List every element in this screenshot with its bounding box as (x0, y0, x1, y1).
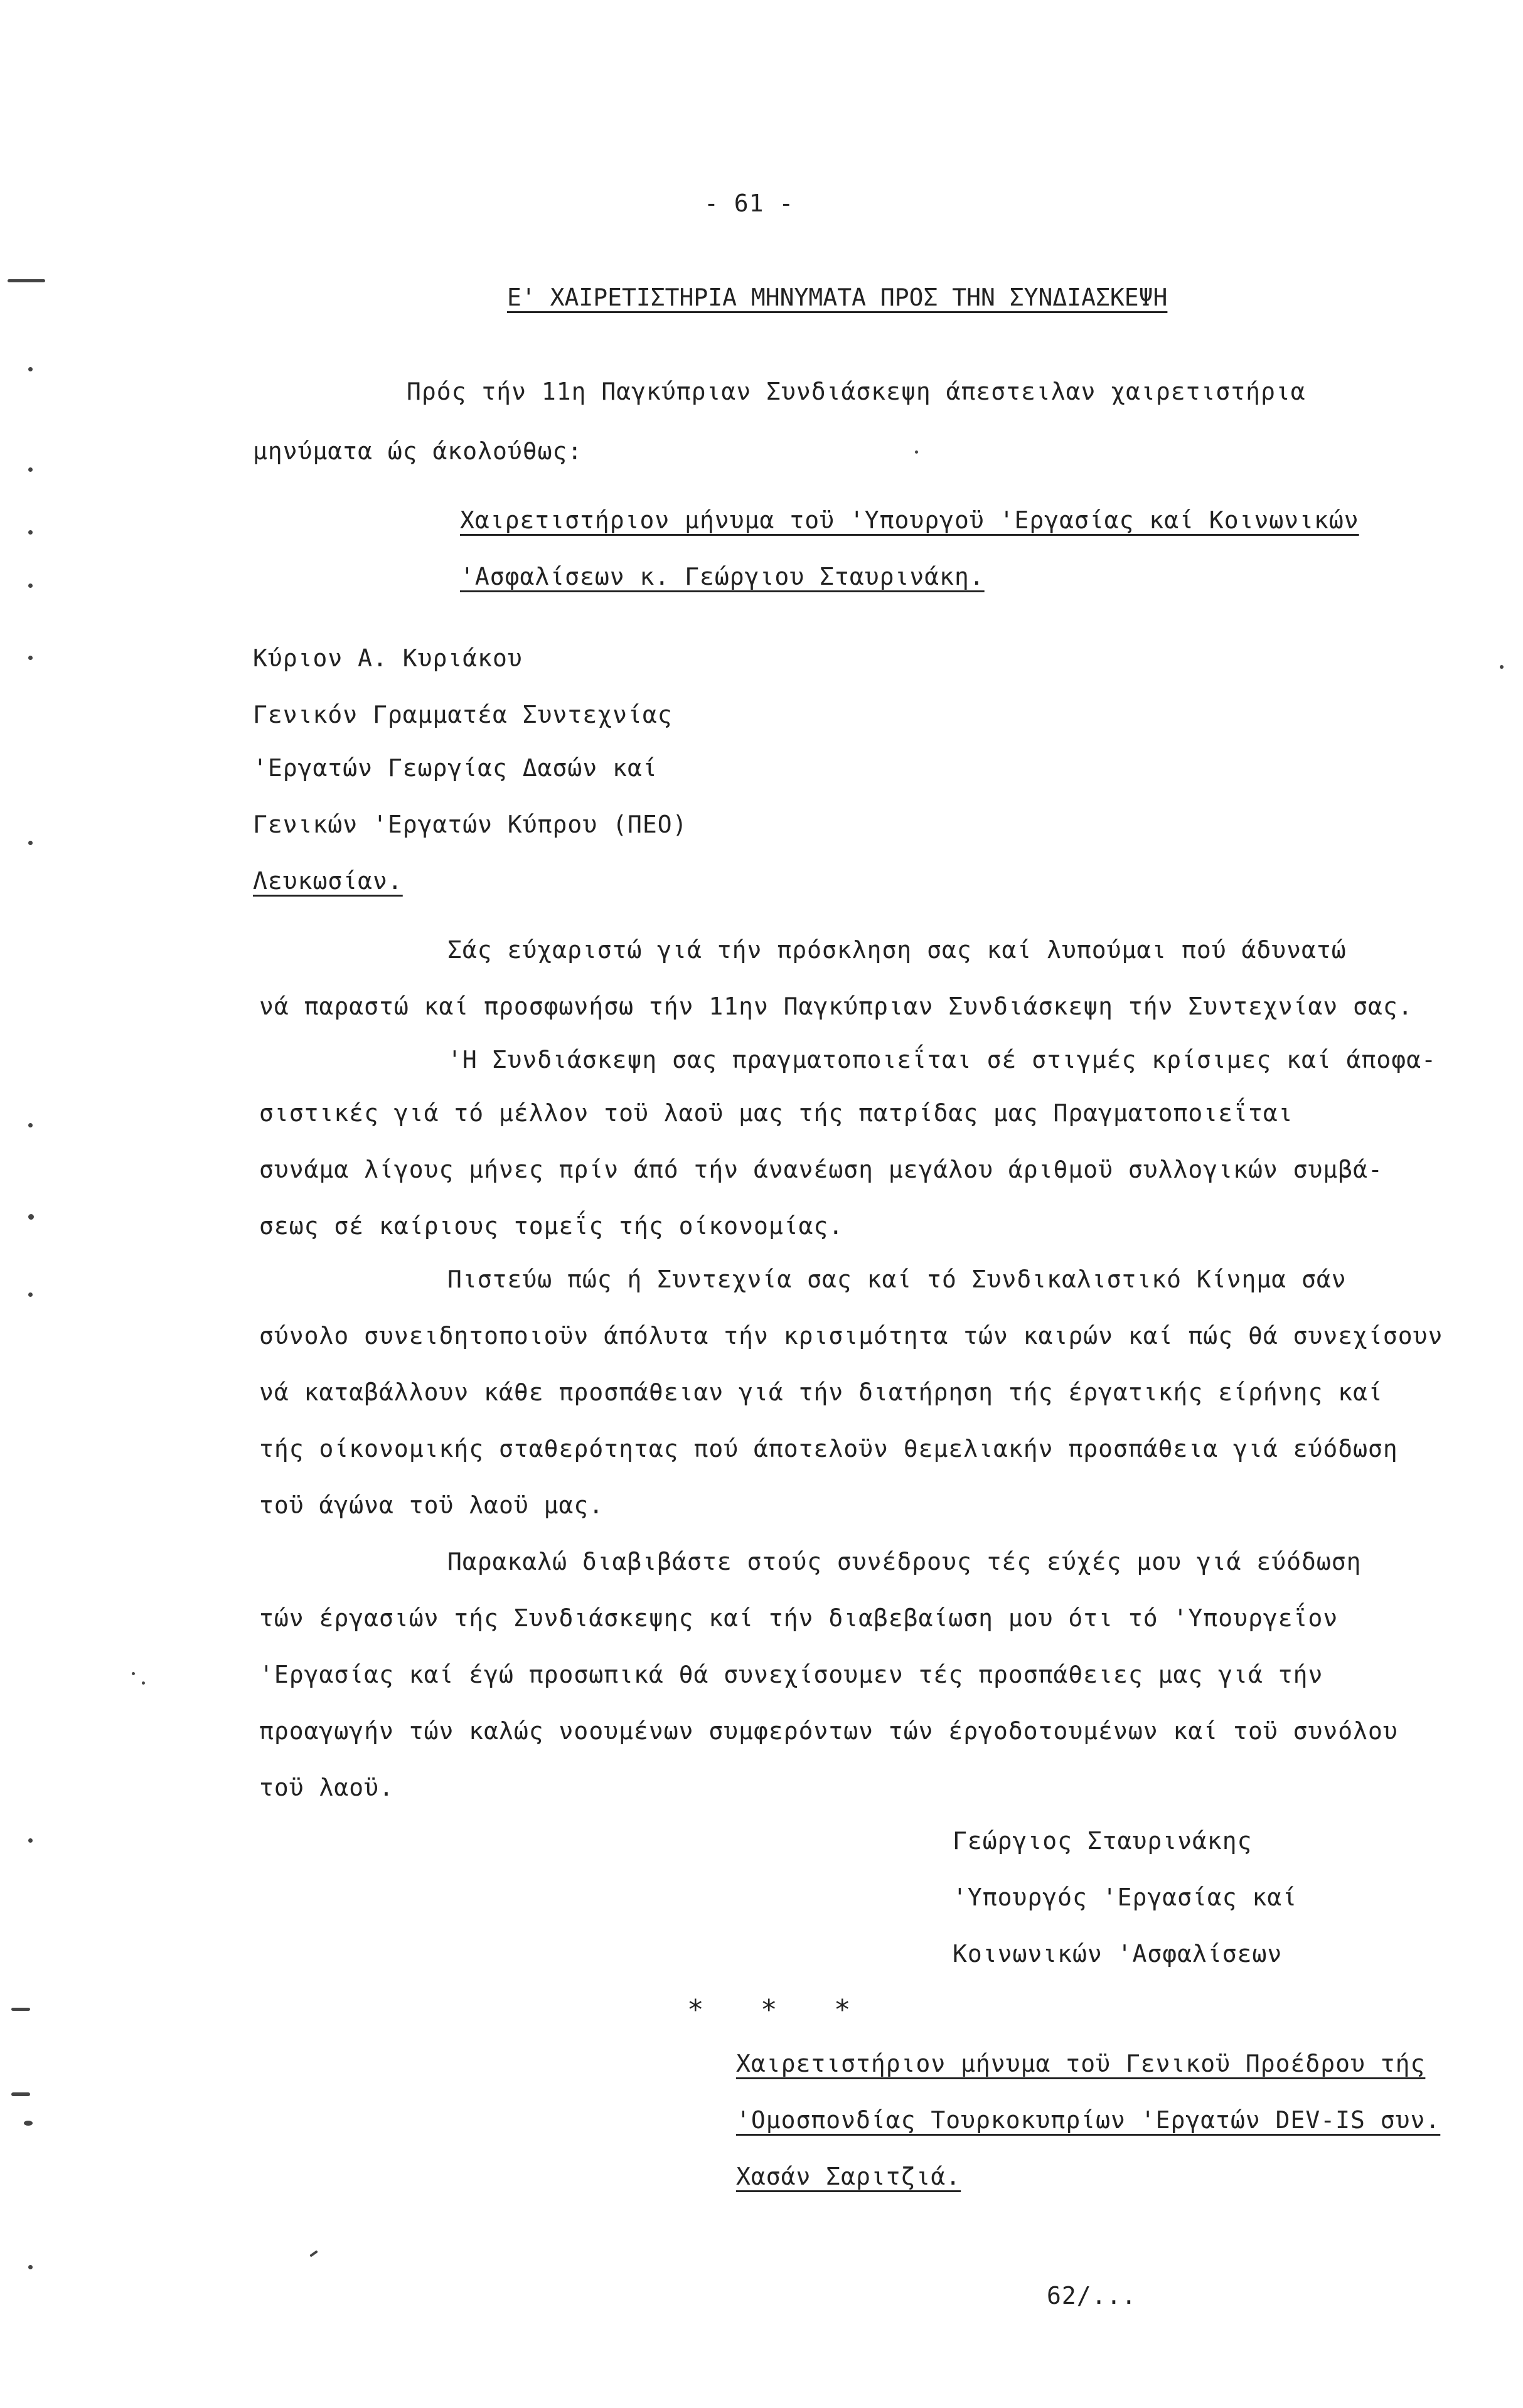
address-line: 'Εργατών Γεωργίας Δασών καί (253, 754, 658, 782)
scan-speck (28, 467, 33, 472)
body-line: συνάμα λίγους μήνες πρίν άπό τήν άνανέωση μεγάλου άριθμοϋ συλλογικών συμβά- (259, 1156, 1383, 1183)
scan-speck (28, 1123, 33, 1127)
scan-speck (132, 1672, 135, 1675)
body-line: τοϋ άγώνα τοϋ λαοϋ μας. (259, 1491, 604, 1519)
message-title-line: Χαιρετιστήριον μήνυμα τοϋ 'Υπουργοϋ 'Εργασίας καί Κοινωνικών (460, 506, 1359, 534)
body-line: τών έργασιών τής Συνδιάσκεψης καί τήν διαβεβαίωση μου ότι τό 'Υπουργεΐον (259, 1604, 1339, 1632)
body-line: Πιστεύω πώς ή Συντεχνία σας καί τό Συνδικαλιστικό Κίνημα σάν (447, 1265, 1347, 1293)
scan-speck (142, 1681, 145, 1685)
continuation-marker: 62/... (1047, 2282, 1137, 2309)
page-number: - 61 - (704, 189, 794, 217)
signature-title: 'Υπουργός 'Εργασίας καί (953, 1883, 1298, 1911)
body-line: Παρακαλώ διαβιβάστε στούς συνέδρους τές εύχές μου γιά εύόδωση (447, 1548, 1362, 1575)
body-line: 'Η Συνδιάσκεψη σας πραγματοποιεΐται σέ στιγμές κρίσιμες καί άποφα- (447, 1046, 1436, 1073)
scan-speck (28, 656, 33, 660)
scan-speck (11, 2092, 30, 2096)
address-line: Γενικών 'Εργατών Κύπρου (ΠΕΟ) (253, 811, 688, 838)
body-line: νά καταβάλλουν κάθε προσπάθειαν γιά τήν διατήρηση τής έργατικής είρήνης καί (259, 1378, 1383, 1406)
address-line: Γενικόν Γραμματέα Συντεχνίας (253, 701, 673, 728)
address-city: Λευκωσίαν. (253, 867, 403, 895)
scan-speck (915, 450, 918, 454)
intro-line: Πρός τήν 11η Παγκύπριαν Συνδιάσκεψη άπεστειλαν χαιρετιστήρια (407, 378, 1306, 405)
body-line: σύνολο συνειδητοποιοϋν άπόλυτα τήν κρισιμότητα τών καιρών καί πώς θά συνεχίσουν (259, 1322, 1443, 1350)
message-title-line: 'Ομοσπονδίας Τουρκοκυπρίων 'Εργατών DEV-IS συν. (736, 2106, 1441, 2134)
body-line: σιστικές γιά τό μέλλον τοϋ λαοϋ μας τής πατρίδας μας Πραγματοποιεΐται (259, 1099, 1293, 1127)
scan-speck (28, 1292, 33, 1297)
body-line: τοϋ λαοϋ. (259, 1774, 394, 1801)
body-line: Σάς εύχαριστώ γιά τήν πρόσκληση σας καί λυπούμαι πού άδυνατώ (447, 936, 1347, 964)
scan-speck (309, 2250, 318, 2257)
scan-speck (28, 530, 33, 535)
signature-title: Κοινωνικών 'Ασφαλίσεων (953, 1940, 1283, 1968)
scan-speck (1500, 665, 1504, 669)
scan-speck (28, 583, 33, 588)
scan-speck (28, 2265, 33, 2269)
scan-speck (24, 2121, 33, 2126)
scan-speck (28, 841, 33, 845)
message-title-line: Χασάν Σαριτζιά. (736, 2163, 961, 2190)
scan-speck (28, 1214, 34, 1220)
body-line: σεως σέ καίριους τομεΐς τής οίκονομίας. (259, 1212, 844, 1240)
section-heading: Ε' ΧΑΙΡΕΤΙΣΤΗΡΙΑ ΜΗΝΥΜΑΤΑ ΠΡΟΣ ΤΗΝ ΣΥΝΔΙΑΣΚΕΨΗ (507, 284, 1168, 311)
body-line: 'Εργασίας καί έγώ προσωπικά θά συνεχίσουμεν τές προσπάθειες μας γιά τήν (259, 1661, 1323, 1688)
message-title-line: Χαιρετιστήριον μήνυμα τοϋ Γενικοϋ Προέδρου τής (736, 2050, 1426, 2077)
signature-name: Γεώργιος Σταυρινάκης (953, 1827, 1253, 1855)
message-title-line: 'Ασφαλίσεων κ. Γεώργιου Σταυρινάκη. (460, 563, 985, 590)
separator-asterisks: * * * (687, 1994, 871, 2026)
address-line: Κύριον Α. Κυριάκου (253, 644, 523, 672)
scan-speck (8, 279, 45, 282)
body-line: νά παραστώ καί προσφωνήσω τήν 11ην Παγκύπριαν Συνδιάσκεψη τήν Συντεχνίαν σας. (259, 993, 1413, 1020)
scan-speck (28, 1838, 33, 1843)
scan-speck (11, 2008, 30, 2011)
body-line: προαγωγήν τών καλώς νοουμένων συμφερόντων τών έργοδοτουμένων καί τοϋ συνόλου (259, 1717, 1398, 1745)
body-line: τής οίκονομικής σταθερότητας πού άποτελοϋν θεμελιακήν προσπάθεια γιά εύόδωση (259, 1435, 1398, 1462)
scan-speck (28, 367, 33, 371)
intro-line: μηνύματα ώς άκολούθως: (253, 437, 583, 465)
